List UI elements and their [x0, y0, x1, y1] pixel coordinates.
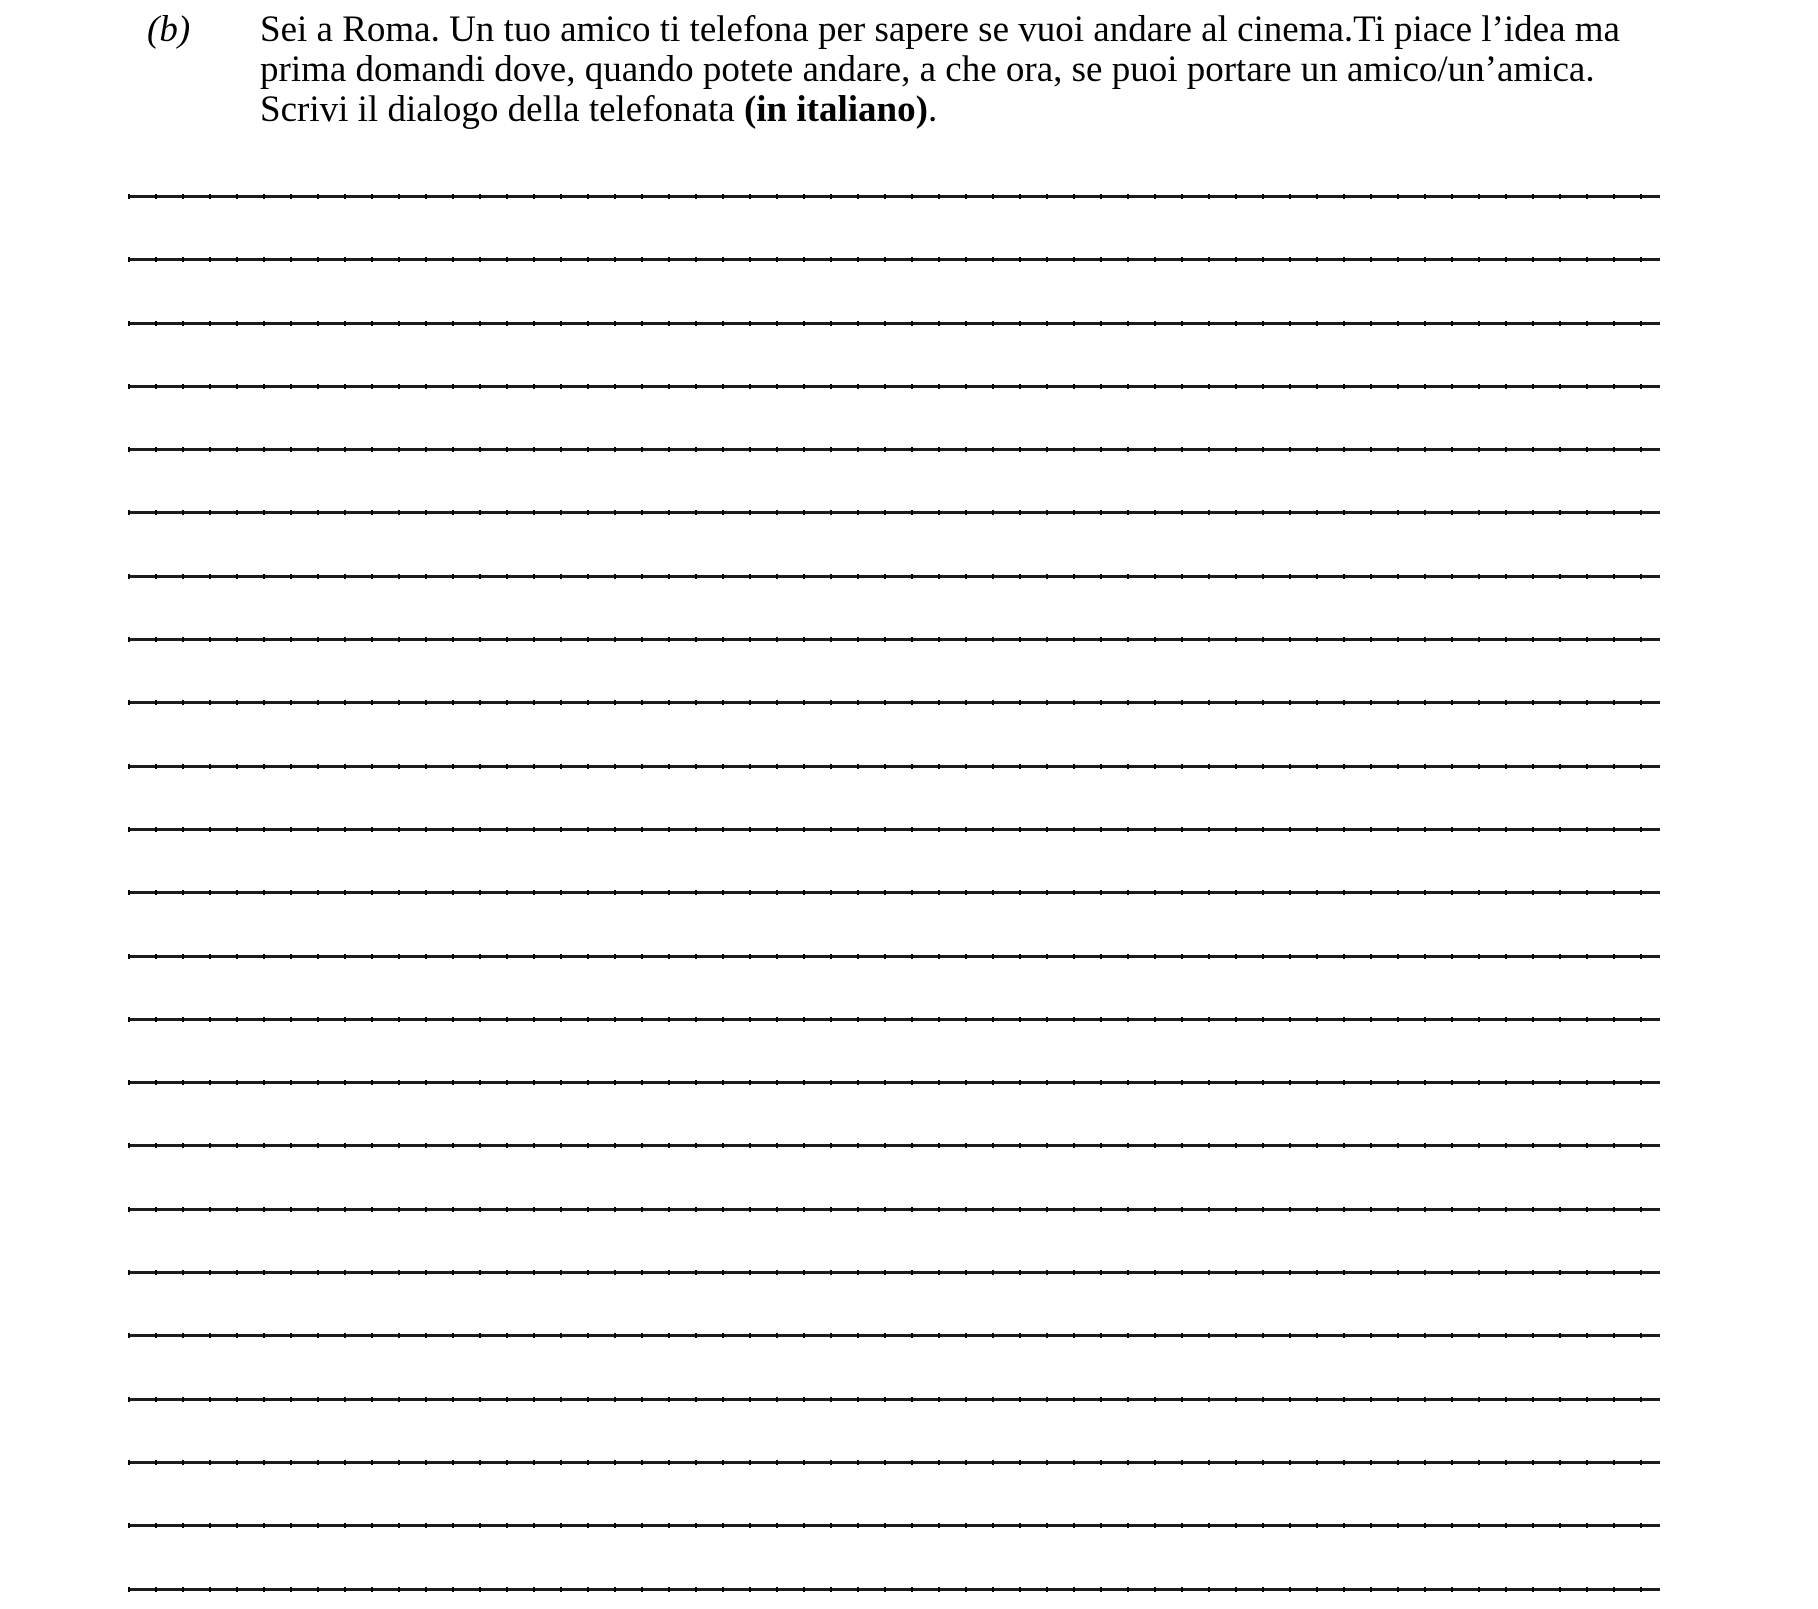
- answer-line: [128, 257, 1660, 262]
- answer-line: [128, 194, 1660, 199]
- answer-line: [128, 764, 1660, 769]
- answer-line: [128, 1587, 1660, 1592]
- answer-line: [128, 1397, 1660, 1402]
- answer-line: [128, 890, 1660, 895]
- answer-line: [128, 1207, 1660, 1212]
- answer-line: [128, 1523, 1660, 1528]
- prompt-line-3-bold: (in italiano): [743, 89, 928, 130]
- prompt-line-1: Sei a Roma. Un tuo amico ti telefona per sapere se vuoi andare al cinema.Ti piace l’idea ma: [260, 9, 1620, 50]
- answer-line: [128, 447, 1660, 452]
- answer-line: [128, 510, 1660, 515]
- prompt-line-3: [260, 90, 1620, 130]
- answer-line: [128, 1460, 1660, 1465]
- answer-line: [128, 827, 1660, 832]
- answer-line: [128, 321, 1660, 326]
- answer-line: [128, 574, 1660, 579]
- answer-line: [128, 1270, 1660, 1275]
- prompt-line-3-text: Scrivi il dialogo della telefonata: [260, 89, 744, 130]
- answer-line: [128, 954, 1660, 959]
- answer-line: [128, 700, 1660, 705]
- answer-line: [128, 1017, 1660, 1022]
- question-prompt: [260, 10, 1620, 130]
- answer-line: [128, 1333, 1660, 1338]
- prompt-line-3-period: .: [927, 89, 938, 130]
- prompt-line-2: prima domandi dove, quando potete andare, a che ora, se puoi portare un amico/un’amica.: [260, 49, 1595, 90]
- question-label: (b): [147, 9, 191, 50]
- answer-line: [128, 384, 1660, 389]
- answer-lines: [128, 194, 1660, 1592]
- answer-line: [128, 1080, 1660, 1085]
- answer-line: [128, 637, 1660, 642]
- answer-line: [128, 1143, 1660, 1148]
